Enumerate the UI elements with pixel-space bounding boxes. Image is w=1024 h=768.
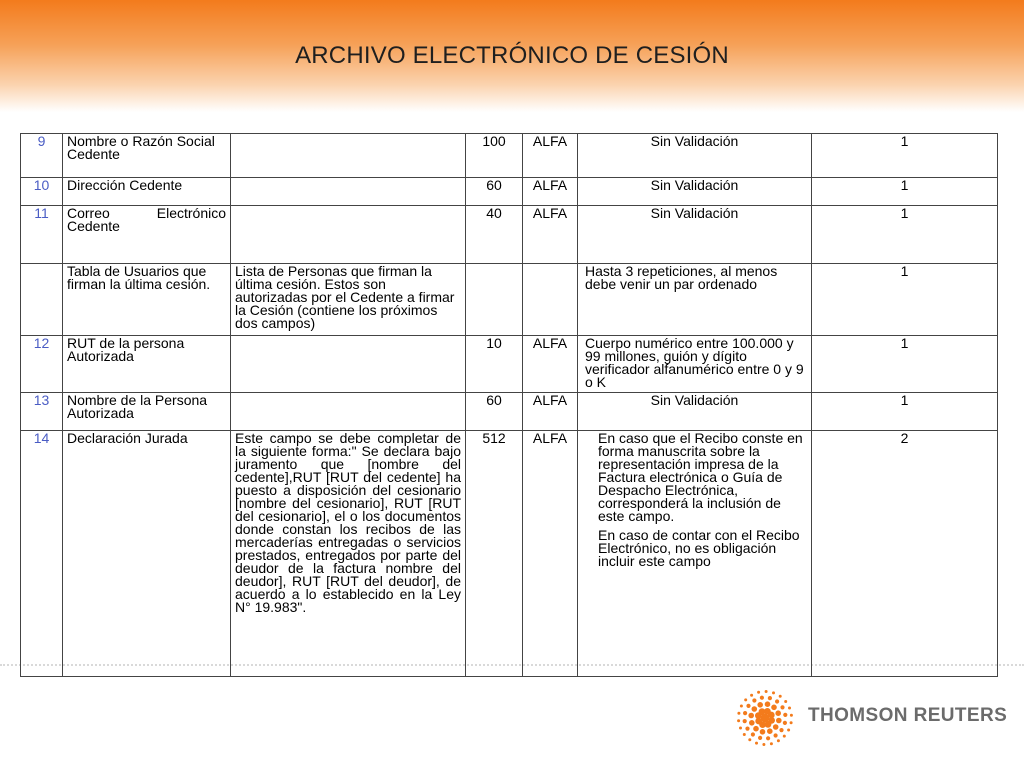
logo-wordmark: THOMSON REUTERS — [808, 705, 1008, 726]
logo-dot — [770, 742, 773, 745]
validation-text: Sin Validación — [650, 392, 739, 408]
logo-dot — [760, 729, 766, 735]
logo-dot — [740, 705, 743, 708]
table-row — [21, 264, 998, 336]
table-row — [21, 206, 998, 264]
logo-dot — [744, 698, 747, 701]
logo-dot — [745, 727, 749, 731]
logo-dot — [751, 732, 755, 736]
logo-dot — [771, 705, 777, 711]
logo-dot — [748, 738, 751, 741]
logo-dot — [755, 742, 758, 745]
page-title: ARCHIVO ELECTRÓNICO DE CESIÓN — [295, 42, 729, 69]
logo-dot — [768, 712, 775, 719]
field-number: 9 — [21, 134, 63, 178]
thomson-reuters-logo — [732, 688, 1012, 748]
logo-dot — [750, 694, 753, 697]
field-validation — [578, 178, 812, 206]
validation-text: Hasta 3 repeticiones, al menos debe venir un par ordenado — [585, 263, 778, 292]
field-length: 60 — [466, 393, 523, 431]
field-name: Tabla de Usuarios que firman la última cesión. — [63, 264, 231, 336]
logo-dot — [790, 721, 793, 724]
validation-text: Sin Validación — [650, 177, 739, 193]
logo-dot — [783, 735, 786, 738]
logo-dot — [749, 720, 755, 726]
field-description — [231, 178, 466, 206]
logo-dot — [776, 718, 782, 724]
field-length: 40 — [466, 206, 523, 264]
field-occurrence: 1 — [812, 206, 998, 264]
field-validation — [578, 336, 812, 393]
logo-dot — [758, 736, 762, 740]
logo-dot — [788, 707, 791, 710]
logo-dot — [765, 690, 768, 693]
logo-dot — [752, 706, 758, 712]
field-type: ALFA — [523, 393, 578, 431]
logo-dot — [787, 729, 790, 732]
field-occurrence: 1 — [812, 393, 998, 431]
logo-dot — [760, 696, 764, 700]
logo-dot — [765, 701, 771, 707]
logo-dots-icon — [732, 688, 802, 748]
logo-dot — [777, 739, 780, 742]
field-description — [231, 393, 466, 431]
logo-dot — [790, 714, 793, 717]
field-length — [466, 264, 523, 336]
field-number: 13 — [21, 393, 63, 431]
logo-dot — [767, 728, 773, 734]
logo-dot — [753, 726, 759, 732]
logo-dot — [783, 721, 787, 725]
logo-dot — [743, 719, 747, 723]
field-name: Dirección Cedente — [63, 178, 231, 206]
logo-dot — [766, 736, 770, 740]
field-type: ALFA — [523, 134, 578, 178]
field-number: 12 — [21, 336, 63, 393]
table-row — [21, 336, 998, 393]
logo-dot — [757, 702, 763, 708]
field-occurrence: 1 — [812, 264, 998, 336]
field-length: 100 — [466, 134, 523, 178]
validation-text: Sin Validación — [650, 205, 739, 221]
field-validation — [578, 393, 812, 431]
field-validation — [578, 134, 812, 178]
field-description — [231, 206, 466, 264]
logo-dot — [768, 696, 772, 700]
logo-dot — [775, 710, 781, 716]
field-type: ALFA — [523, 431, 578, 677]
field-type: ALFA — [523, 206, 578, 264]
field-name: Nombre de la Persona Autorizada — [63, 393, 231, 431]
field-spec-table — [20, 133, 998, 677]
field-description: Lista de Personas que firman la última cesión. Estos son autorizadas por el Cedente a firmar la Cesión (contiene los próximos dos campos) — [231, 264, 466, 336]
field-validation — [578, 431, 812, 677]
validation-text: Cuerpo numérico entre 100.000 y 99 millones, guión y dígito verificador alfanumérico entre 0 y 9 o K — [585, 335, 804, 390]
field-name: Declaración Jurada — [63, 431, 231, 677]
field-length: 60 — [466, 178, 523, 206]
field-type: ALFA — [523, 336, 578, 393]
validation-text: Sin Validación — [650, 133, 739, 149]
field-number: 11 — [21, 206, 63, 264]
logo-dot — [762, 743, 765, 746]
field-length: 512 — [466, 431, 523, 677]
logo-dot — [746, 704, 750, 708]
table-row — [21, 178, 998, 206]
logo-dot — [780, 705, 784, 709]
logo-dot — [779, 728, 783, 732]
logo-dot — [748, 713, 754, 719]
field-number: 10 — [21, 178, 63, 206]
logo-dot — [772, 691, 775, 694]
field-type: ALFA — [523, 178, 578, 206]
logo-dot — [773, 724, 779, 730]
field-description — [231, 336, 466, 393]
validation-text: En caso que el Recibo conste en forma manuscrita sobre la representación impresa de la Factura electrónica o Guía de Despacho Electrónica, corresponderá la inclusión de este campo. — [598, 430, 803, 524]
field-description: Este campo se debe completar de la siguiente forma:" Se declara bajo juramento que [nombre del cedente],RUT [RUT del cedente] ha puesto a disposición del cesionario [nombre del cesionario], RUT [RUT del cesionario], el o los documentos donde constan los recibos de las mercaderías entregadas o servicios prestados, entregados por parte del deudor de la factura nombre del deudor], RUT [RUT del deudor], de acuerdo a lo establecido en la Ley N° 19.983". — [231, 431, 466, 677]
logo-dot — [739, 727, 742, 730]
field-description — [231, 134, 466, 178]
validation-text: En caso de contar con el Recibo Electrónico, no es obligación incluir este campo — [598, 527, 800, 569]
field-type — [523, 264, 578, 336]
field-occurrence: 1 — [812, 336, 998, 393]
logo-dot — [743, 711, 747, 715]
logo-dot — [757, 691, 760, 694]
logo-dot — [752, 698, 756, 702]
field-validation — [578, 264, 812, 336]
logo-dot — [774, 733, 778, 737]
logo-dot — [737, 712, 740, 715]
field-name: Correo Electrónico Cedente — [63, 206, 231, 264]
logo-dot — [784, 700, 787, 703]
table-row — [21, 134, 998, 178]
logo-dot — [783, 713, 787, 717]
field-number — [21, 264, 63, 336]
field-length: 10 — [466, 336, 523, 393]
field-occurrence: 1 — [812, 134, 998, 178]
table-row — [21, 393, 998, 431]
field-name: RUT de la persona Autorizada — [63, 336, 231, 393]
logo-dot — [737, 719, 740, 722]
field-validation — [578, 206, 812, 264]
logo-dot — [779, 695, 782, 698]
table-row — [21, 431, 998, 677]
field-name: Nombre o Razón Social Cedente — [63, 134, 231, 178]
logo-dot — [743, 733, 746, 736]
field-occurrence: 1 — [812, 178, 998, 206]
field-occurrence: 2 — [812, 431, 998, 677]
logo-dot — [775, 699, 779, 703]
field-number: 14 — [21, 431, 63, 677]
